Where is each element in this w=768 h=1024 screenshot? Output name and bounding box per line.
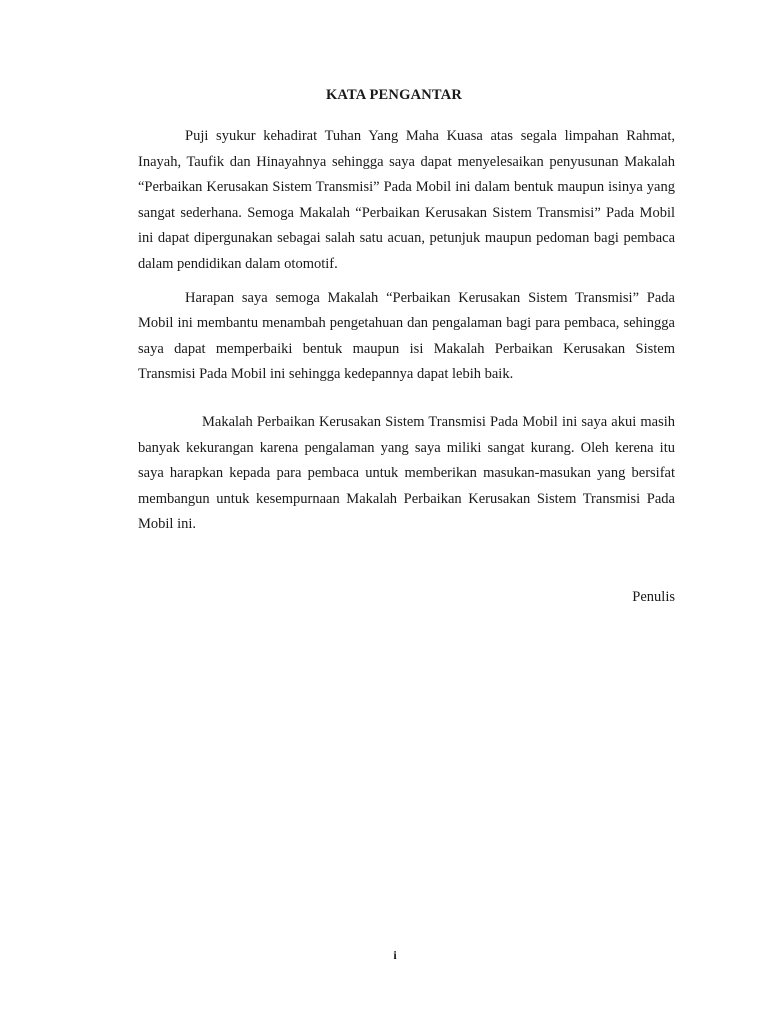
paragraph-2: Harapan saya semoga Makalah “Perbaikan Kerusakan Sistem Transmisi” Pada Mobil ini membantu menambah pengetahuan dan pengalaman bagi para pembaca, sehingga saya dapat memperbaiki bentuk maupun isi Makalah Perbaikan Kerusakan Sistem Transmisi Pada Mobil ini sehingga kedepannya dapat lebih baik.	[138, 289, 675, 383]
page-title: KATA PENGANTAR	[325, 87, 463, 103]
signature: Penulis	[632, 589, 675, 605]
page-number: i	[393, 948, 397, 962]
body-text	[138, 124, 675, 538]
paragraph-3: Makalah Perbaikan Kerusakan Sistem Transmisi Pada Mobil ini saya akui masih banyak kekurangan karena pengalaman yang saya miliki sangat kurang. Oleh kerena itu saya harapkan kepada para pembaca untuk memberikan masukan-masukan yang bersifat membangun untuk kesempurnaan Makalah Perbaikan Kerusakan Sistem Transmisi Pada Mobil ini.	[138, 413, 675, 533]
paragraph-1: Puji syukur kehadirat Tuhan Yang Maha Kuasa atas segala limpahan Rahmat, Inayah, Taufik dan Hinayahnya sehingga saya dapat menyelesaikan penyusunan Makalah “Perbaikan Kerusakan Sistem Transmisi” Pada Mobil ini dalam bentuk maupun isinya yang sangat sederhana. Semoga Makalah “Perbaikan Kerusakan Sistem Transmisi” Pada Mobil ini dapat dipergunakan sebagai salah satu acuan, petunjuk maupun pedoman bagi pembaca dalam pendidikan dalam otomotif.	[138, 128, 675, 272]
